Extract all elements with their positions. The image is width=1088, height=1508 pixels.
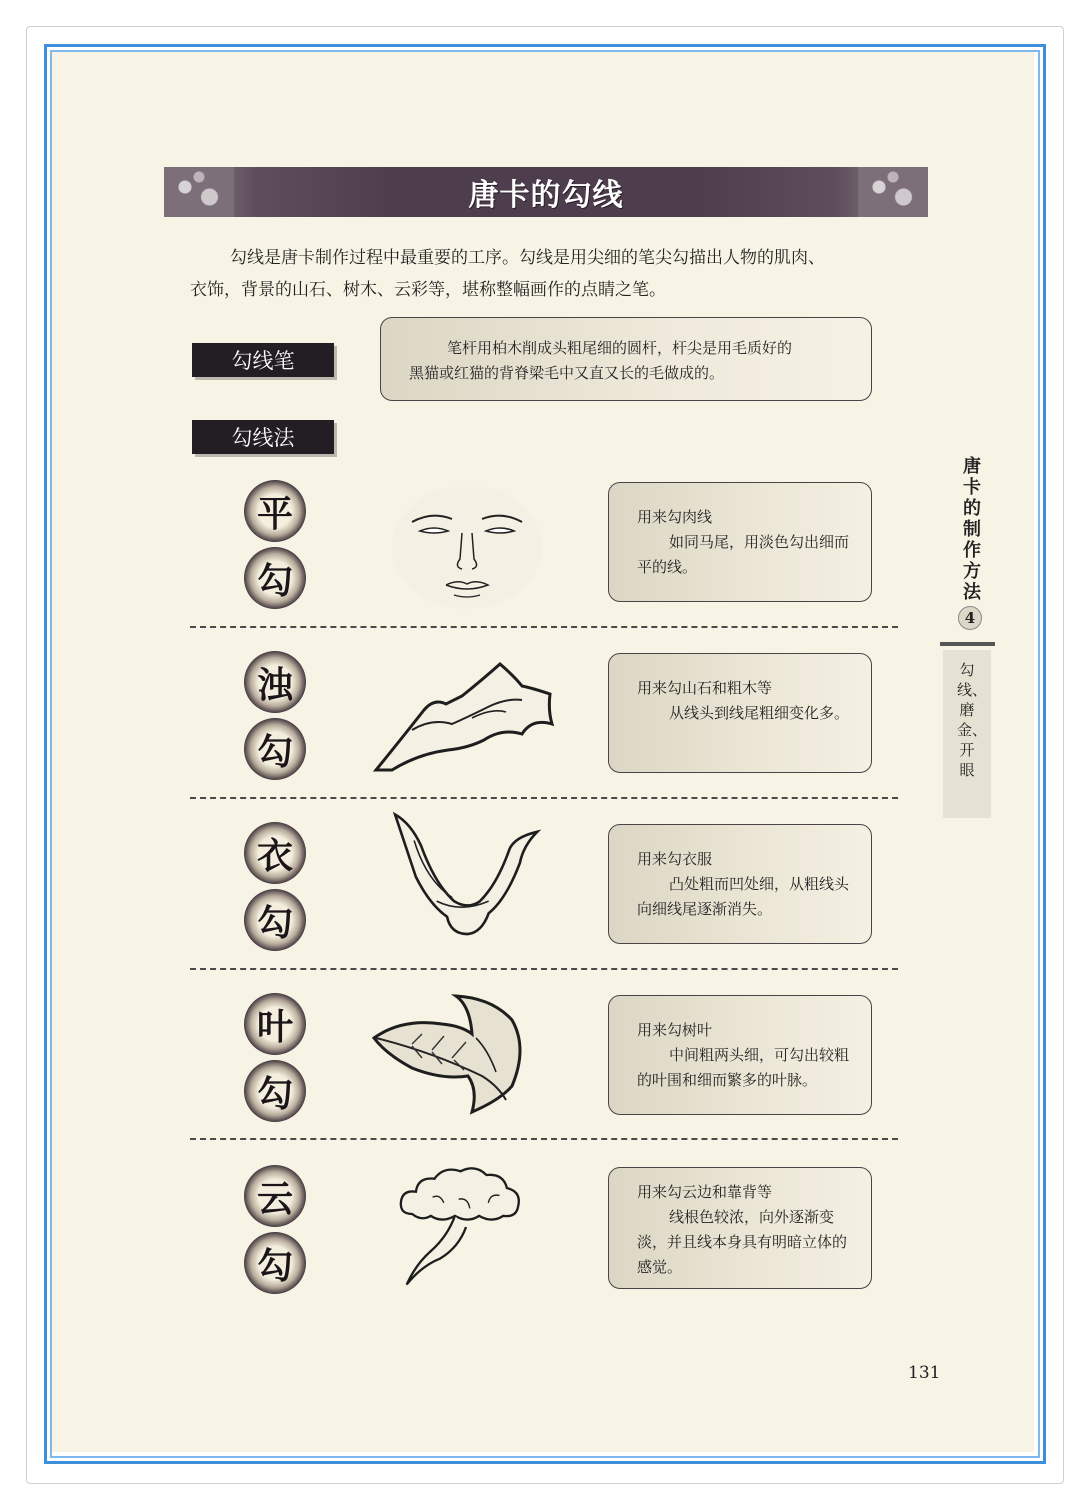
- method-char-2: 勾: [244, 718, 306, 780]
- method-body: 线根色较浓，向外逐渐变淡，并且线本身具有明暗立体的感觉。: [637, 1208, 848, 1276]
- method-head: 用来勾肉线: [637, 508, 713, 526]
- leaf-drawing-icon: [372, 990, 562, 1120]
- method-char-1: 叶: [244, 993, 306, 1055]
- method-row: [52, 819, 1034, 989]
- method-label: 勾线法: [192, 420, 334, 454]
- method-body: 如同马尾，用淡色勾出细而平的线。: [637, 533, 850, 576]
- method-body: 凸处粗而凹处细，从粗线头向细线尾逐渐消失。: [637, 875, 850, 918]
- method-body: 中间粗两头细，可勾出较粗的叶围和细而繁多的叶脉。: [637, 1046, 850, 1089]
- dashed-divider: [190, 968, 898, 970]
- intro-paragraph: [190, 242, 910, 306]
- method-char-1: 衣: [244, 822, 306, 884]
- method-head: 用来勾衣服: [637, 850, 713, 868]
- method-head: 用来勾云边和靠背等: [637, 1183, 773, 1201]
- method-char-2: 勾: [244, 1060, 306, 1122]
- book-page: [52, 52, 1034, 1452]
- intro-line-2: 衣饰，背景的山石、树木、云彩等，堪称整幅画作的点睛之笔。: [190, 280, 666, 300]
- method-char-2: 勾: [244, 889, 306, 951]
- mountain-drawing-icon: [372, 658, 562, 788]
- ornament-right-icon: [858, 167, 928, 217]
- method-char-1: 浊: [244, 651, 306, 713]
- method-description: [608, 1167, 872, 1289]
- section-tab: [943, 650, 991, 818]
- chapter-tab: 唐卡的制作方法: [963, 456, 981, 603]
- method-char-1: 云: [244, 1165, 306, 1227]
- dashed-divider: [190, 626, 898, 628]
- chapter-number: 4: [958, 606, 982, 630]
- method-char-1: 平: [244, 480, 306, 542]
- drapery-drawing-icon: [372, 811, 562, 941]
- method-row: [52, 648, 1034, 818]
- method-char-2: 勾: [244, 547, 306, 609]
- method-row: [52, 477, 1034, 647]
- dashed-divider: [190, 1138, 898, 1140]
- method-description: [608, 653, 872, 773]
- section-tab-label: 勾线、磨金、开眼: [957, 661, 988, 779]
- face-drawing-icon: [372, 487, 562, 617]
- ornament-left-icon: [164, 167, 234, 217]
- method-row: [52, 1162, 1034, 1332]
- method-head: 用来勾山石和粗木等: [637, 679, 773, 697]
- method-body: 从线头到线尾粗细变化多。: [669, 704, 850, 722]
- method-description: [608, 995, 872, 1115]
- method-char-2: 勾: [244, 1232, 306, 1294]
- dashed-divider: [190, 797, 898, 799]
- side-divider: [940, 642, 995, 646]
- intro-line-1: 勾线是唐卡制作过程中最重要的工序。勾线是用尖细的笔尖勾描出人物的肌肉、: [230, 248, 825, 268]
- method-description: [608, 824, 872, 944]
- page-number: 131: [908, 1363, 941, 1383]
- method-head: 用来勾树叶: [637, 1021, 713, 1039]
- pen-desc-line-1: 笔杆用柏木削成头粗尾细的圆杆，杆尖是用毛质好的: [447, 339, 793, 357]
- method-description: [608, 482, 872, 602]
- pen-description: [380, 317, 872, 401]
- pen-label: 勾线笔: [192, 343, 334, 377]
- title-banner: [164, 167, 928, 217]
- cloud-drawing-icon: [372, 1162, 562, 1292]
- page-title: 唐卡的勾线: [468, 178, 624, 213]
- method-row: [52, 990, 1034, 1160]
- pen-desc-line-2: 黑猫或红猫的背脊梁毛中又直又长的毛做成的。: [409, 364, 725, 382]
